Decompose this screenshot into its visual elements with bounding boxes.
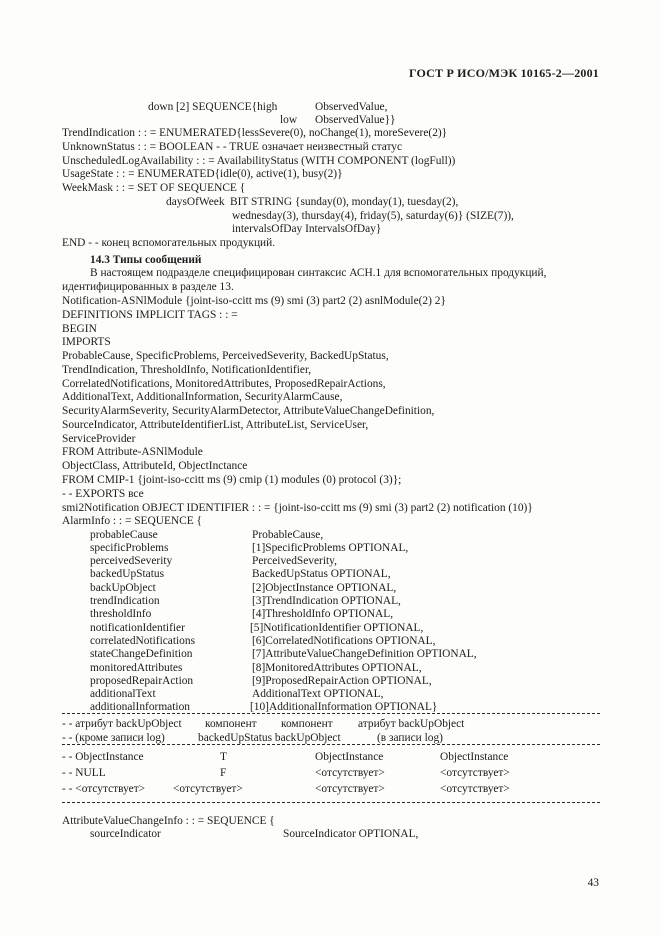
text-line-5: UsageState : : = ENUMERATED{idle(0), active(1), busy(2)} <box>62 168 343 180</box>
text-line-22: SecurityAlarmSeverity, SecurityAlarmDetector, AttributeValueChangeDefinition, <box>62 405 435 417</box>
text-line-23: SourceIndicator, AttributeIdentifierList, AttributeList, ServiceUser, <box>62 419 369 431</box>
text-line-45-col-1: компонент <box>205 718 257 730</box>
text-line-24: ServiceProvider <box>62 433 136 445</box>
text-line-13: идентифицированных в разделе 13. <box>62 281 234 293</box>
text-line-35-col-1: [2]ObjectInstance OPTIONAL, <box>252 582 397 594</box>
text-line-47-col-2: ObjectInstance <box>315 751 384 763</box>
text-line-0-col-1: [2] SEQUENCE{high <box>176 101 278 113</box>
text-line-31-col-1: ProbableCause, <box>252 529 324 541</box>
text-line-40-col-0: stateChangeDefinition <box>90 648 193 660</box>
dashed-separator <box>62 713 600 714</box>
text-line-29: smi2Notification OBJECT IDENTIFIER : : = {joint-iso-ccitt ms (9) smi (3) part2 (2) notification (10)} <box>62 502 533 514</box>
text-line-39-col-0: correlatedNotifications <box>90 635 196 647</box>
text-line-3: UnknownStatus : : = BOOLEAN - - TRUE означает неизвестный статус <box>62 141 403 153</box>
text-line-12: В настоящем подразделе специфицирован синтаксис АСН.1 для вспомогательных продукций, <box>90 267 547 279</box>
text-line-42-col-1: [9]ProposedRepairAction OPTIONAL, <box>252 675 432 687</box>
text-line-51-col-0: sourceIndicator <box>90 828 161 840</box>
text-line-49-col-2: <отсутствует> <box>315 783 385 795</box>
text-line-1-col-1: ObservedValue}} <box>315 114 396 126</box>
page-number: 43 <box>587 877 599 889</box>
text-line-27: FROM CMIP-1 {joint-iso-ccitt ms (9) cmip (1) modules (0) protocol (3)}; <box>62 474 402 486</box>
text-line-9: intervalsOfDay IntervalsOfDay} <box>232 223 382 235</box>
text-line-38-col-1: [5]NotificationIdentifier OPTIONAL, <box>250 622 424 634</box>
text-line-47-col-0: - - ObjectInstance <box>62 751 144 763</box>
text-line-37-col-0: thresholdInfo <box>90 608 152 620</box>
text-line-48-col-3: <отсутствует> <box>440 767 510 779</box>
text-line-4: UnscheduledLogAvailability : : = AvailabilityStatus (WITH COMPONENT (logFull)) <box>62 155 456 167</box>
text-line-45-col-3: атрибут backUpObject <box>358 718 465 730</box>
text-line-47-col-1: T <box>220 751 227 763</box>
text-line-43-col-0: additionalText <box>90 688 156 700</box>
text-line-49-col-0: - - <отсутствует> <box>62 783 146 795</box>
text-line-2: TrendIndication : : = ENUMERATED{lessSevere(0), noChange(1), moreSevere(2)} <box>62 127 448 139</box>
text-line-31-col-0: probableCause <box>90 529 158 541</box>
text-line-7-col-1: BIT STRING {sunday(0), monday(1), tuesday(2), <box>230 196 459 208</box>
text-line-20: CorrelatedNotifications, MonitoredAttributes, ProposedRepairActions, <box>62 378 386 390</box>
section-heading: 14.3 Типы сообщений <box>90 254 202 266</box>
text-line-48-col-2: <отсутствует> <box>315 767 385 779</box>
text-line-33-col-0: perceivedSeverity <box>90 555 173 567</box>
text-line-34-col-0: backedUpStatus <box>90 568 165 580</box>
text-line-18: ProbableCause, SpecificProblems, PerceivedSeverity, BackedUpStatus, <box>62 350 389 362</box>
text-line-50: AttributeValueChangeInfo : : = SEQUENCE { <box>62 815 275 827</box>
text-line-14: Notification-ASNlModule {joint-iso-ccitt ms (9) smi (3) part2 (2) asnlModule(2) 2} <box>62 295 446 307</box>
text-line-32-col-0: specificProblems <box>90 542 169 554</box>
text-line-36-col-0: trendIndication <box>90 595 160 607</box>
text-line-32-col-1: [1]SpecificProblems OPTIONAL, <box>252 542 409 554</box>
text-line-35-col-0: backUpObject <box>90 582 156 594</box>
text-line-43-col-1: AdditionalText OPTIONAL, <box>252 688 384 700</box>
text-line-36-col-1: [3]TrendIndication OPTIONAL, <box>252 595 401 607</box>
text-line-10: END - - конец вспомогательных продукций. <box>62 237 276 249</box>
text-line-42-col-0: proposedRepairAction <box>90 675 194 687</box>
text-line-15: DEFINITIONS IMPLICIT TAGS : : = <box>62 309 238 321</box>
text-line-47-col-3: ObjectInstance <box>440 751 509 763</box>
text-line-49-col-1: <отсутствует> <box>173 783 243 795</box>
text-line-26: ObjectClass, AttributeId, ObjectInctance <box>62 460 248 472</box>
text-line-46-col-0: - - (кроме записи log) <box>62 732 165 744</box>
text-line-48-col-1: F <box>220 767 227 779</box>
text-line-30: AlarmInfo : : = SEQUENCE { <box>62 515 203 527</box>
text-line-37-col-1: [4]ThresholdInfo OPTIONAL, <box>252 608 394 620</box>
text-line-6: WeekMask : : = SET OF SEQUENCE { <box>62 182 246 194</box>
text-line-44-col-0: additionalInformation <box>90 701 190 713</box>
text-line-39-col-1: [6]CorrelatedNotifications OPTIONAL, <box>252 635 436 647</box>
text-line-46-col-1: backedUpStatus backUpObject <box>198 732 341 744</box>
text-line-8: wednesday(3), thursday(4), friday(5), saturday(6)} (SIZE(7)), <box>232 210 514 222</box>
text-line-21: AdditionalText, AdditionalInformation, SecurityAlarmCause, <box>62 391 343 403</box>
dashed-separator <box>62 802 600 803</box>
text-line-19: TrendIndication, ThresholdInfo, NotificationIdentifier, <box>62 364 312 376</box>
text-line-0-col-2: ObservedValue, <box>315 101 388 113</box>
text-line-41-col-0: monitoredAttributes <box>90 662 183 674</box>
text-line-49-col-3: <отсутствует> <box>440 783 510 795</box>
text-line-46-col-2: (в записи log) <box>377 732 443 744</box>
text-line-48-col-0: - - NULL <box>62 767 106 779</box>
text-line-38-col-0: notificationIdentifier <box>90 622 185 634</box>
text-line-44-col-1: [10]AdditionalInformation OPTIONAL} <box>250 701 438 713</box>
text-line-45-col-2: компонент <box>281 718 333 730</box>
text-line-25: FROM Attribute-ASNlModule <box>62 446 203 458</box>
text-line-41-col-1: [8]MonitoredAttributes OPTIONAL, <box>252 662 422 674</box>
text-line-7-col-0: daysOfWeek <box>166 196 225 208</box>
text-line-0-col-0: down <box>148 101 174 113</box>
text-line-51-col-1: SourceIndicator OPTIONAL, <box>283 828 419 840</box>
text-line-45-col-0: - - атрибут backUpObject <box>62 718 182 730</box>
text-line-40-col-1: [7]AttributeValueChangeDefinition OPTIONAL, <box>252 648 477 660</box>
text-line-16: BEGIN <box>62 323 97 335</box>
document-header: ГОСТ Р ИСО/МЭК 10165-2—2001 <box>408 66 599 80</box>
dashed-separator <box>62 744 600 745</box>
text-line-34-col-1: BackedUpStatus OPTIONAL, <box>252 568 391 580</box>
text-line-28: - - EXPORTS все <box>62 488 144 500</box>
text-line-33-col-1: PerceivedSeverity, <box>252 555 337 567</box>
text-line-1-col-0: low <box>280 114 298 126</box>
text-line-17: IMPORTS <box>62 336 111 348</box>
